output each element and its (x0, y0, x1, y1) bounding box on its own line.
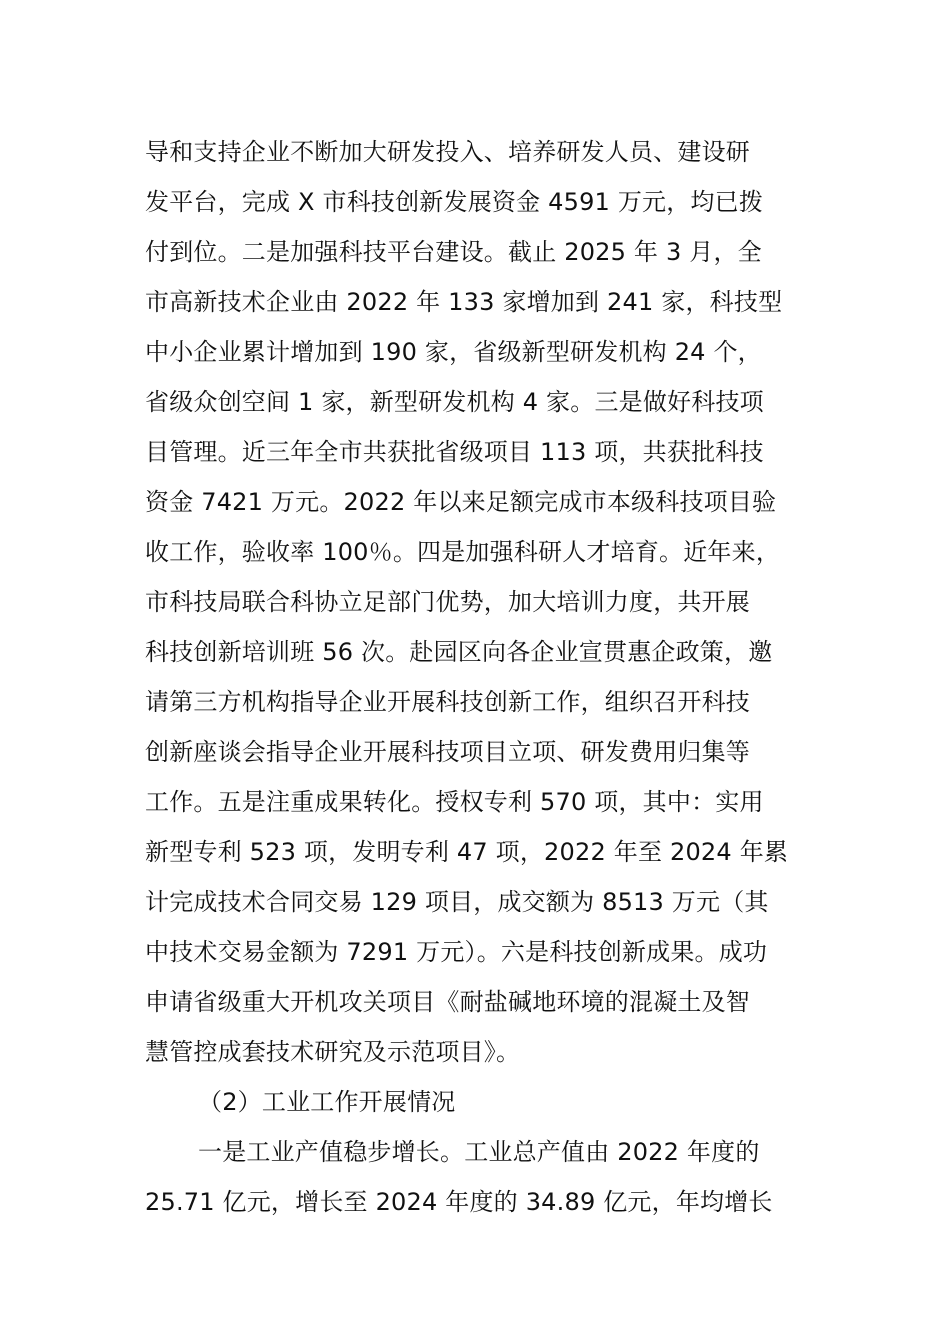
body-line: 中技术交易金额为 7291 万元）。六是科技创新成果。成功 (145, 938, 768, 966)
body-line: 慧管控成套技术研究及示范项目》。 (145, 1038, 521, 1066)
body-line: 市科技局联合科协立足部门优势，加大培训力度，共开展 (145, 588, 750, 616)
document-body (145, 127, 825, 1227)
body-line: 工作。五是注重成果转化。授权专利 570 项，其中：实用 (145, 788, 764, 816)
body-line: 计完成技术合同交易 129 项目，成交额为 8513 万元（其 (145, 888, 769, 916)
section-paragraph-first-line: 一是工业产值稳步增长。工业总产值由 2022 年度的 (198, 1138, 760, 1166)
section-heading: （2）工业工作开展情况 (198, 1088, 456, 1116)
section-paragraph-line: 25.71 亿元，增长至 2024 年度的 34.89 亿元，年均增长 (145, 1188, 773, 1216)
body-line: 资金 7421 万元。2022 年以来足额完成市本级科技项目验 (145, 488, 777, 516)
body-line: 市高新技术企业由 2022 年 133 家增加到 241 家，科技型 (145, 288, 783, 316)
body-line: 导和支持企业不断加大研发投入、培养研发人员、建设研 (145, 138, 750, 166)
body-line: 收工作，验收率 100％。四是加强科研人才培育。近年来， (145, 538, 781, 566)
body-line: 新型专利 523 项，发明专利 47 项，2022 年至 2024 年累 (145, 838, 789, 866)
body-line: 省级众创空间 1 家，新型研发机构 4 家。三是做好科技项 (145, 388, 764, 416)
body-line: 科技创新培训班 56 次。赴园区向各企业宣贯惠企政策，邀 (145, 638, 773, 666)
body-line: 中小企业累计增加到 190 家，省级新型研发机构 24 个， (145, 338, 762, 366)
body-line: 目管理。近三年全市共获批省级项目 113 项，共获批科技 (145, 438, 764, 466)
body-line: 创新座谈会指导企业开展科技项目立项、研发费用归集等 (145, 738, 750, 766)
body-line: 发平台，完成 X 市科技创新发展资金 4591 万元，均已拨 (145, 188, 764, 216)
body-line: 请第三方机构指导企业开展科技创新工作，组织召开科技 (145, 688, 750, 716)
body-line: 申请省级重大开机攻关项目《耐盐碱地环境的混凝土及智 (145, 988, 750, 1016)
body-line: 付到位。二是加强科技平台建设。截止 2025 年 3 月，全 (145, 238, 762, 266)
